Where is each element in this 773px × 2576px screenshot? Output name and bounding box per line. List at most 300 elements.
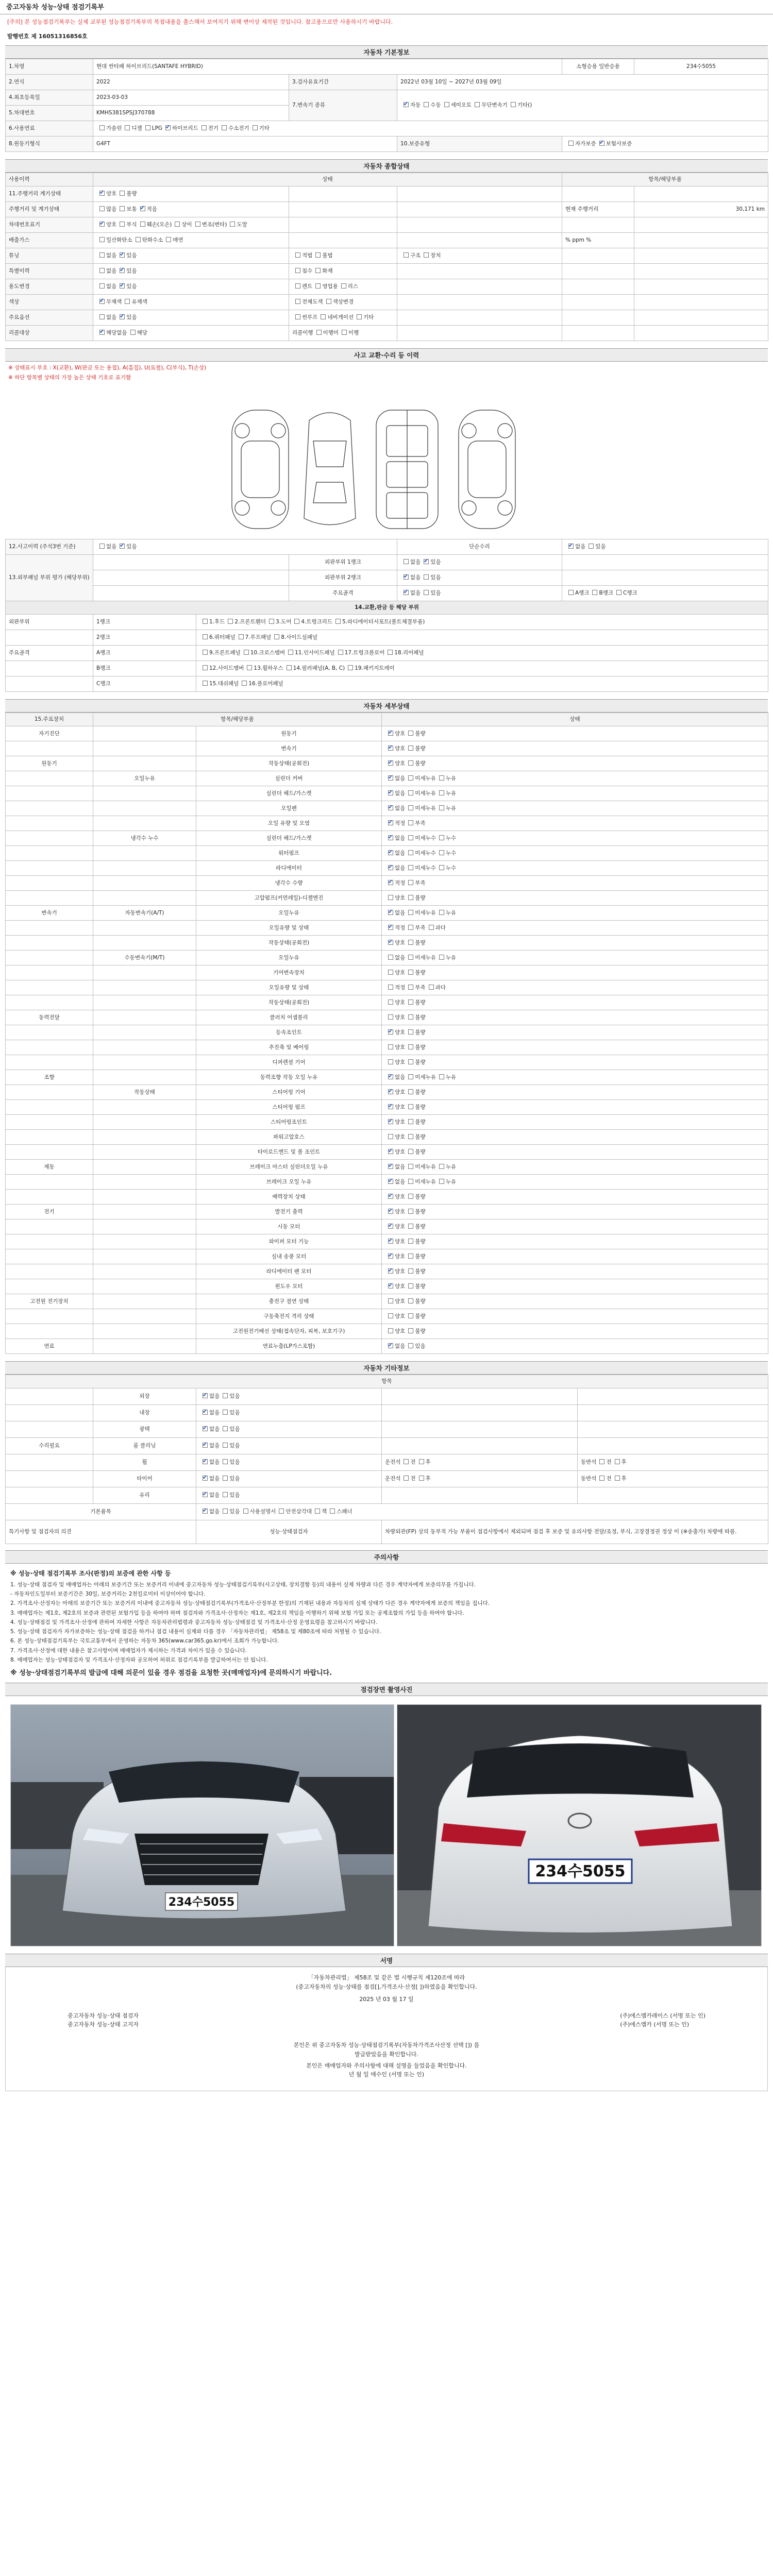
- checkbox[interactable]: [408, 1134, 413, 1139]
- checkbox[interactable]: [408, 940, 413, 945]
- plate-number-value: 234수5055: [634, 59, 768, 75]
- checkbox[interactable]: [568, 141, 574, 146]
- checkbox[interactable]: [99, 544, 105, 549]
- checkbox[interactable]: [408, 1104, 413, 1109]
- checkbox[interactable]: [439, 790, 444, 795]
- document-number: 발행번호 제 16051316856호: [7, 33, 88, 40]
- checkbox[interactable]: [388, 1074, 393, 1079]
- checkbox[interactable]: [408, 895, 413, 900]
- checkbox[interactable]: [419, 1476, 424, 1481]
- checkbox[interactable]: [223, 1443, 228, 1448]
- checkbox[interactable]: [203, 634, 208, 639]
- checkbox[interactable]: [99, 125, 105, 130]
- checkbox[interactable]: [203, 1509, 208, 1514]
- checkbox[interactable]: [294, 619, 299, 624]
- detail-item: 실내 송풍 모터: [196, 1249, 382, 1264]
- checkbox[interactable]: [408, 1239, 413, 1244]
- checkbox[interactable]: [287, 665, 292, 670]
- checkbox[interactable]: [408, 970, 413, 975]
- checkbox[interactable]: [388, 775, 393, 781]
- checkbox[interactable]: [408, 985, 413, 990]
- detail-state-options: [382, 1085, 768, 1100]
- checkbox[interactable]: [408, 865, 413, 870]
- notes-line: 1. 성능·상태 점검자 및 매매업자는 아래의 보증기간 또는 보증거리 이내에 중고자동차 성능·상태점검기록부(사고상태, 장치결함 등)의 내용이 실제 차량과 다른 경우 계약자에게 보증의무를 가집니다.: [10, 1581, 476, 1588]
- checkbox[interactable]: [201, 125, 207, 130]
- checkbox[interactable]: [99, 299, 105, 304]
- detail-group: [6, 980, 93, 995]
- checkbox[interactable]: [408, 731, 413, 736]
- checkbox[interactable]: [321, 314, 326, 319]
- detail-option: [405, 895, 425, 902]
- checkbox[interactable]: [326, 299, 331, 304]
- checkbox[interactable]: [388, 731, 393, 736]
- basic-option: [472, 102, 508, 109]
- checkbox[interactable]: [439, 1179, 444, 1184]
- checkbox[interactable]: [475, 102, 480, 107]
- detail-option: [385, 865, 405, 872]
- detail-item: 스티어링조인트: [196, 1115, 382, 1130]
- general-row-extra: [562, 310, 634, 326]
- other-group: 수리필요: [6, 1438, 93, 1454]
- checkbox[interactable]: [120, 252, 125, 258]
- detail-group: [6, 1234, 93, 1249]
- checkbox[interactable]: [408, 1059, 413, 1064]
- checkbox[interactable]: [203, 665, 208, 670]
- checkbox[interactable]: [408, 1119, 413, 1124]
- checkbox[interactable]: [408, 1074, 413, 1079]
- detail-group: [6, 831, 93, 846]
- checkbox[interactable]: [439, 865, 444, 870]
- checkbox[interactable]: [341, 283, 346, 289]
- checkbox[interactable]: [439, 775, 444, 781]
- checkbox[interactable]: [388, 820, 393, 825]
- checkbox[interactable]: [203, 619, 208, 624]
- detail-option: [426, 925, 446, 931]
- checkbox[interactable]: [408, 1149, 413, 1154]
- detail-row: [6, 771, 768, 786]
- checkbox[interactable]: [99, 237, 105, 242]
- checkbox[interactable]: [120, 314, 125, 319]
- detail-row: [6, 1055, 768, 1070]
- detail-row: [6, 1085, 768, 1100]
- other-group: [6, 1454, 93, 1471]
- other-option: [199, 1443, 220, 1449]
- car-diagram: [5, 384, 768, 539]
- checkbox[interactable]: [388, 1059, 393, 1064]
- checkbox[interactable]: [330, 1509, 335, 1514]
- checkbox[interactable]: [388, 1268, 393, 1274]
- detail-group: [6, 1025, 93, 1040]
- option-label: 양호: [395, 999, 406, 1006]
- detail-option: [385, 1134, 405, 1141]
- checkbox[interactable]: [408, 850, 413, 855]
- general-row-options-2: [289, 295, 397, 310]
- checkbox[interactable]: [511, 102, 516, 107]
- checkbox[interactable]: [408, 745, 413, 751]
- general-row-extra: [562, 187, 634, 202]
- detail-option: [436, 1179, 456, 1185]
- checkbox[interactable]: [295, 283, 300, 289]
- sign-line-4: 발급받았음을 확인합니다.: [355, 2050, 418, 2058]
- detail-option: [385, 940, 405, 946]
- checkbox[interactable]: [357, 314, 362, 319]
- checkbox[interactable]: [315, 252, 321, 258]
- checkbox[interactable]: [120, 268, 125, 273]
- checkbox[interactable]: [99, 206, 105, 211]
- checkbox[interactable]: [439, 1164, 444, 1169]
- checkbox[interactable]: [444, 102, 449, 107]
- checkbox[interactable]: [388, 940, 393, 945]
- checkbox[interactable]: [408, 820, 413, 825]
- checkbox[interactable]: [408, 1089, 413, 1094]
- checkbox[interactable]: [599, 141, 604, 146]
- detail-state-options: [382, 1025, 768, 1040]
- checkbox[interactable]: [315, 283, 321, 289]
- checkbox[interactable]: [223, 1410, 228, 1415]
- checkbox[interactable]: [616, 590, 621, 595]
- checkbox[interactable]: [408, 1268, 413, 1274]
- option-label: 불량: [415, 1014, 426, 1021]
- checkbox[interactable]: [408, 1283, 413, 1289]
- general-row-options-2: [289, 248, 397, 264]
- detail-table: [5, 713, 768, 1354]
- checkbox[interactable]: [239, 634, 244, 639]
- option-label: 없음: [209, 1509, 220, 1515]
- checkbox[interactable]: [388, 1328, 393, 1333]
- checkbox[interactable]: [408, 1224, 413, 1229]
- checkbox[interactable]: [388, 760, 393, 766]
- option-label: 누유: [445, 909, 457, 916]
- general-row-options-2: [289, 187, 397, 202]
- checkbox[interactable]: [599, 1459, 604, 1464]
- checkbox[interactable]: [408, 805, 413, 810]
- checkbox[interactable]: [388, 745, 393, 751]
- checkbox[interactable]: [244, 650, 249, 655]
- general-row: [6, 279, 768, 295]
- accident-option: [116, 544, 137, 550]
- checkbox[interactable]: [388, 1164, 393, 1169]
- checkbox[interactable]: [388, 1239, 393, 1244]
- general-row-value: [634, 279, 768, 295]
- part-option: [199, 650, 241, 656]
- car-frame-view-outline: [376, 410, 438, 529]
- checkbox[interactable]: [388, 985, 393, 990]
- detail-state-options: [382, 726, 768, 741]
- checkbox[interactable]: [203, 681, 208, 686]
- checkbox[interactable]: [388, 1253, 393, 1259]
- checkbox[interactable]: [589, 544, 594, 549]
- checkbox[interactable]: [388, 1149, 393, 1154]
- checkbox[interactable]: [223, 1459, 228, 1464]
- checkbox[interactable]: [388, 999, 393, 1005]
- checkbox[interactable]: [439, 955, 444, 960]
- checkbox[interactable]: [99, 252, 105, 258]
- checkbox[interactable]: [388, 790, 393, 795]
- checkbox[interactable]: [408, 880, 413, 885]
- checkbox[interactable]: [388, 955, 393, 960]
- checkbox[interactable]: [388, 1029, 393, 1035]
- checkbox[interactable]: [338, 650, 343, 655]
- checkbox[interactable]: [203, 1410, 208, 1415]
- checkbox[interactable]: [223, 1393, 228, 1398]
- checkbox[interactable]: [404, 559, 409, 564]
- checkbox[interactable]: [279, 1509, 284, 1514]
- detail-row: [6, 876, 768, 891]
- detail-subgroup: [93, 1115, 196, 1130]
- checkbox[interactable]: [599, 1476, 604, 1481]
- checkbox[interactable]: [120, 544, 125, 549]
- checkbox[interactable]: [388, 1224, 393, 1229]
- checkbox[interactable]: [408, 1209, 413, 1214]
- checkbox[interactable]: [429, 985, 434, 990]
- checkbox[interactable]: [388, 895, 393, 900]
- checkbox[interactable]: [419, 1459, 424, 1464]
- detail-option: [385, 970, 405, 976]
- detail-option: [405, 1209, 425, 1215]
- checkbox[interactable]: [388, 1044, 393, 1049]
- checkbox[interactable]: [203, 1393, 208, 1398]
- checkbox[interactable]: [388, 1194, 393, 1199]
- option-label: C랭크: [623, 590, 637, 597]
- checkbox[interactable]: [424, 252, 429, 258]
- checkbox[interactable]: [388, 1179, 393, 1184]
- checkbox[interactable]: [404, 1459, 409, 1464]
- checkbox[interactable]: [230, 222, 235, 227]
- option-label: 누수: [445, 850, 457, 856]
- checkbox[interactable]: [140, 206, 145, 211]
- checkbox[interactable]: [203, 1443, 208, 1448]
- checkbox[interactable]: [404, 590, 409, 595]
- checkbox[interactable]: [145, 125, 150, 130]
- car-type-value: 소형승용 일반승용: [562, 59, 634, 75]
- checkbox[interactable]: [615, 1459, 620, 1464]
- checkbox[interactable]: [568, 544, 574, 549]
- detail-subgroup: [93, 1160, 196, 1175]
- detail-subgroup: [93, 726, 196, 741]
- checkbox[interactable]: [165, 125, 171, 130]
- option-label: 불량: [415, 1148, 426, 1155]
- checkbox[interactable]: [408, 1298, 413, 1303]
- checkbox[interactable]: [247, 665, 252, 670]
- general-row-value: [634, 326, 768, 341]
- checkbox[interactable]: [408, 1313, 413, 1318]
- checkbox[interactable]: [388, 1014, 393, 1020]
- checkbox[interactable]: [408, 1194, 413, 1199]
- checkbox[interactable]: [335, 619, 341, 624]
- checkbox[interactable]: [243, 1509, 248, 1514]
- checkbox[interactable]: [99, 268, 105, 273]
- checkbox[interactable]: [408, 1044, 413, 1049]
- detail-subgroup: [93, 1324, 196, 1339]
- checkbox[interactable]: [342, 330, 347, 335]
- checkbox[interactable]: [408, 1014, 413, 1020]
- detail-row: [6, 786, 768, 801]
- checkbox[interactable]: [125, 299, 130, 304]
- checkbox[interactable]: [203, 1459, 208, 1464]
- checkbox[interactable]: [408, 790, 413, 795]
- checkbox[interactable]: [120, 206, 125, 211]
- checkbox[interactable]: [315, 268, 321, 273]
- checkbox[interactable]: [388, 1343, 393, 1348]
- checkbox[interactable]: [404, 574, 409, 580]
- checkbox[interactable]: [439, 910, 444, 915]
- option-label: 없음: [395, 790, 406, 796]
- checkbox[interactable]: [408, 760, 413, 766]
- checkbox[interactable]: [408, 955, 413, 960]
- checkbox[interactable]: [223, 1509, 228, 1514]
- checkbox[interactable]: [439, 1074, 444, 1079]
- checkbox[interactable]: [120, 191, 125, 196]
- checkbox[interactable]: [269, 619, 274, 624]
- checkbox[interactable]: [429, 925, 434, 930]
- checkbox[interactable]: [424, 102, 429, 107]
- checkbox[interactable]: [136, 237, 141, 242]
- other-item: 내장: [93, 1405, 196, 1421]
- checkbox[interactable]: [295, 252, 300, 258]
- other-option: [220, 1443, 240, 1449]
- checkbox[interactable]: [388, 865, 393, 870]
- basic-item-option: [240, 1509, 276, 1515]
- detail-item: 연료누출(LP가스포함): [196, 1339, 382, 1354]
- checkbox[interactable]: [424, 590, 429, 595]
- checkbox[interactable]: [295, 268, 300, 273]
- checkbox[interactable]: [424, 559, 429, 564]
- checkbox[interactable]: [99, 283, 105, 289]
- checkbox[interactable]: [388, 1209, 393, 1214]
- option-label: 이행: [348, 329, 359, 336]
- checkbox[interactable]: [242, 681, 247, 686]
- checkbox[interactable]: [408, 1029, 413, 1035]
- checkbox[interactable]: [388, 910, 393, 915]
- checkbox[interactable]: [439, 835, 444, 840]
- checkbox[interactable]: [408, 775, 413, 781]
- checkbox[interactable]: [99, 191, 105, 196]
- checkbox[interactable]: [408, 1179, 413, 1184]
- checkbox[interactable]: [408, 1253, 413, 1259]
- checkbox[interactable]: [388, 1283, 393, 1289]
- checkbox[interactable]: [388, 1313, 393, 1318]
- checkbox[interactable]: [388, 850, 393, 855]
- detail-item: 스티어링 펌프: [196, 1100, 382, 1115]
- checkbox[interactable]: [140, 222, 145, 227]
- checkbox[interactable]: [408, 999, 413, 1005]
- checkbox[interactable]: [388, 880, 393, 885]
- signature-area: [5, 1967, 768, 2091]
- checkbox[interactable]: [99, 330, 105, 335]
- checkbox[interactable]: [439, 805, 444, 810]
- checkbox[interactable]: [316, 330, 322, 335]
- checkbox[interactable]: [203, 1476, 208, 1481]
- checkbox[interactable]: [388, 1134, 393, 1139]
- checkbox[interactable]: [120, 283, 125, 289]
- checkbox[interactable]: [228, 619, 233, 624]
- option-label: 없음: [395, 805, 406, 811]
- checkbox[interactable]: [388, 835, 393, 840]
- checkbox[interactable]: [288, 650, 293, 655]
- checkbox[interactable]: [408, 925, 413, 930]
- checkbox[interactable]: [99, 314, 105, 319]
- side-option: [400, 1476, 415, 1482]
- checkbox[interactable]: [388, 925, 393, 930]
- detail-option: [405, 760, 425, 767]
- checkbox[interactable]: [223, 1492, 228, 1497]
- checkbox[interactable]: [295, 299, 300, 304]
- checkbox[interactable]: [388, 805, 393, 810]
- checkbox[interactable]: [404, 252, 409, 258]
- section-title-sign: 서명: [5, 1954, 768, 1967]
- detail-group: [6, 965, 93, 980]
- checkbox[interactable]: [592, 590, 597, 595]
- checkbox[interactable]: [408, 1164, 413, 1169]
- checkbox[interactable]: [203, 1426, 208, 1431]
- checkbox[interactable]: [404, 102, 409, 107]
- checkbox[interactable]: [120, 222, 125, 227]
- detail-state-options: [382, 1234, 768, 1249]
- checkbox[interactable]: [424, 574, 429, 580]
- detail-subgroup: [93, 1040, 196, 1055]
- checkbox[interactable]: [295, 314, 300, 319]
- option-label: 유채색: [131, 298, 147, 305]
- checkbox[interactable]: [388, 1089, 393, 1094]
- checkbox[interactable]: [615, 1476, 620, 1481]
- option-label: 18.리어패널: [394, 650, 424, 656]
- checkbox[interactable]: [408, 910, 413, 915]
- checkbox[interactable]: [223, 1426, 228, 1431]
- detail-option: [405, 731, 425, 737]
- basic-option: [122, 125, 142, 132]
- checkbox[interactable]: [315, 1509, 320, 1514]
- checkbox[interactable]: [388, 970, 393, 975]
- option-label: 네비게이션: [327, 314, 354, 320]
- checkbox[interactable]: [274, 634, 279, 639]
- checkbox[interactable]: [203, 1492, 208, 1497]
- checkbox[interactable]: [203, 650, 208, 655]
- detail-row: [6, 1130, 768, 1145]
- checkbox[interactable]: [223, 1476, 228, 1481]
- checkbox[interactable]: [388, 1104, 393, 1109]
- checkbox[interactable]: [222, 125, 227, 130]
- checkbox[interactable]: [408, 1328, 413, 1333]
- checkbox[interactable]: [130, 330, 136, 335]
- detail-option: [405, 1179, 436, 1185]
- other-extra-2: 동반석 전 후: [578, 1471, 768, 1487]
- checkbox[interactable]: [388, 650, 393, 655]
- checkbox[interactable]: [439, 850, 444, 855]
- detail-item: 오일누유: [196, 906, 382, 921]
- checkbox[interactable]: [253, 125, 258, 130]
- checkbox[interactable]: [388, 1298, 393, 1303]
- other-options: [196, 1421, 382, 1438]
- checkbox[interactable]: [175, 222, 180, 227]
- checkbox[interactable]: [348, 665, 353, 670]
- checkbox[interactable]: [166, 237, 171, 242]
- fuel-options: [93, 121, 768, 137]
- checkbox[interactable]: [388, 1119, 393, 1124]
- side-option: [416, 1476, 431, 1482]
- checkbox[interactable]: [404, 1476, 409, 1481]
- general-row-extra: [562, 326, 634, 341]
- checkbox[interactable]: [408, 835, 413, 840]
- detail-row: [6, 1100, 768, 1115]
- checkbox[interactable]: [99, 222, 105, 227]
- checkbox[interactable]: [408, 1343, 413, 1348]
- checkbox[interactable]: [195, 222, 200, 227]
- general-option: [400, 252, 421, 259]
- checkbox[interactable]: [568, 590, 574, 595]
- detail-option: [405, 1253, 425, 1260]
- detail-header-row: [6, 713, 768, 726]
- checkbox[interactable]: [125, 125, 130, 130]
